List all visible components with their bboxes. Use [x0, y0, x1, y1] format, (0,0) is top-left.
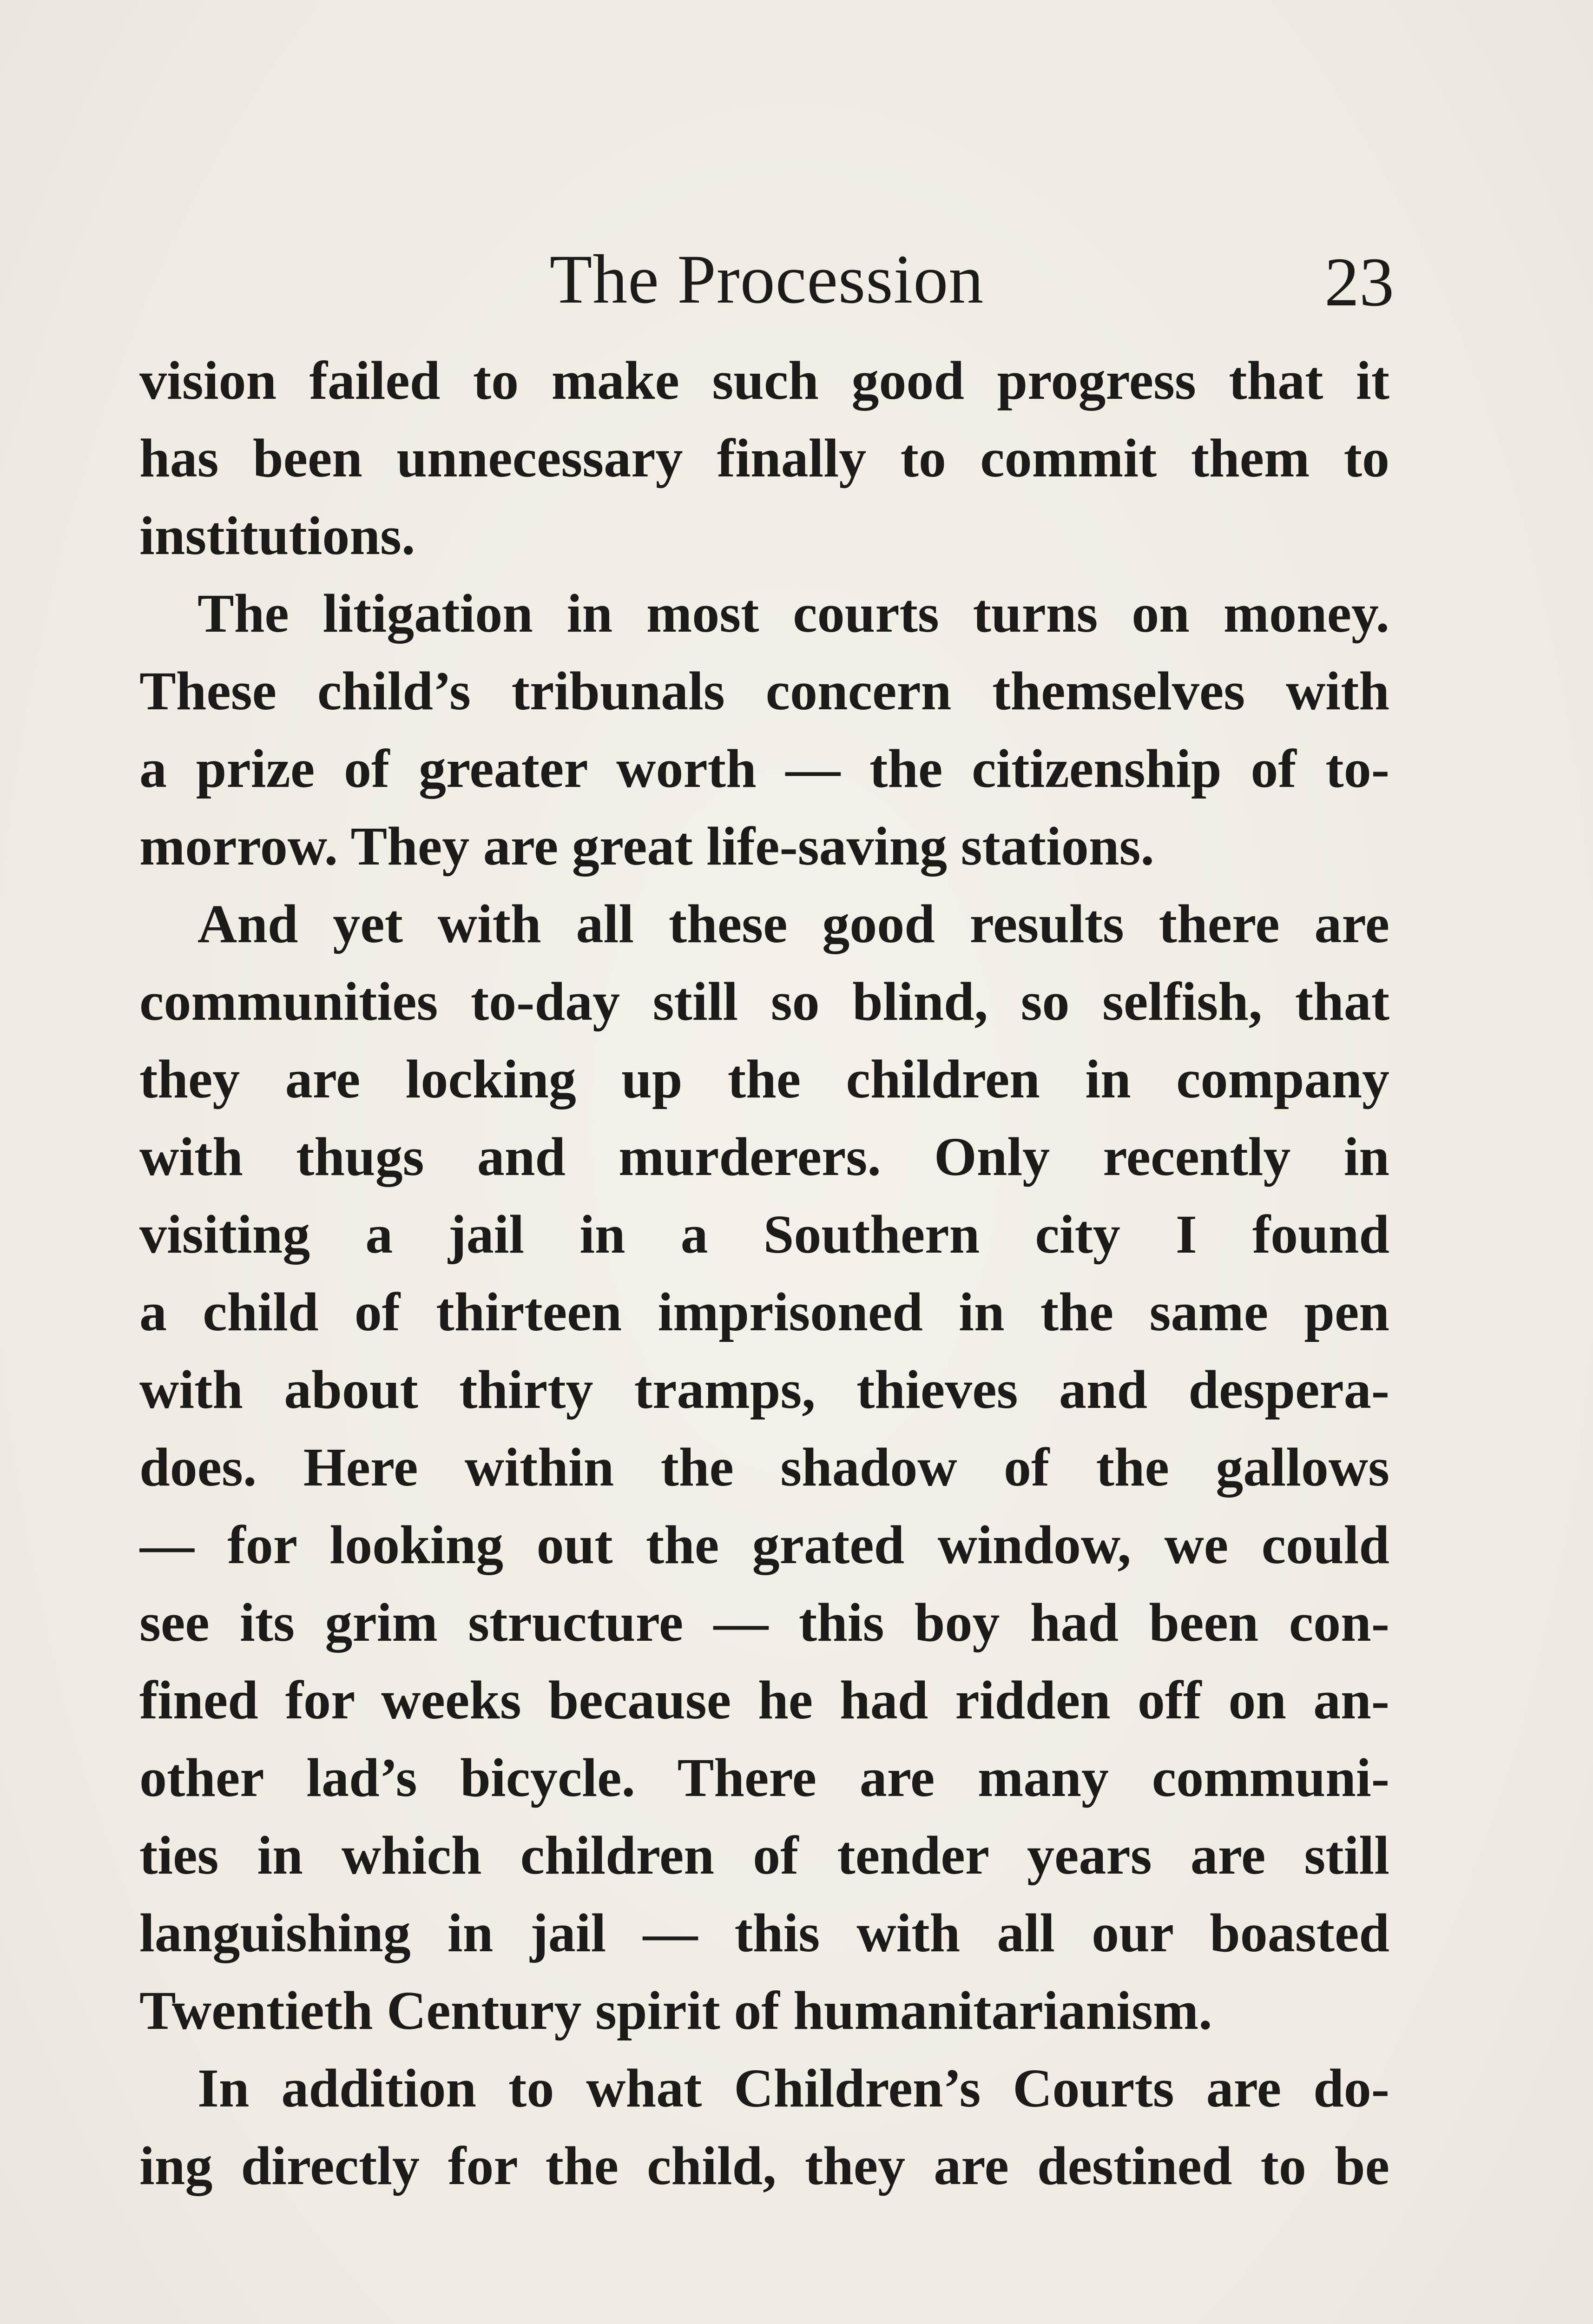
- text-line: see its grim structure — this boy had been con-: [139, 1592, 1389, 1653]
- text-line: vision failed to make such good progress that it: [139, 350, 1389, 411]
- text-line: a prize of greater worth — the citizenship of to-: [139, 738, 1389, 799]
- page-header: [139, 230, 1394, 321]
- body-text: [139, 342, 1389, 2205]
- page-number: 23: [1324, 244, 1394, 321]
- text-line: ing directly for the child, they are destined to be: [139, 2135, 1389, 2196]
- text-line: morrow. They are great life-saving stations.: [139, 816, 1154, 877]
- text-line: does. Here within the shadow of the gallows: [139, 1437, 1389, 1498]
- text-line: Twentieth Century spirit of humanitarianism.: [139, 1980, 1212, 2041]
- text-line: a child of thirteen imprisoned in the same pen: [139, 1281, 1389, 1342]
- text-line: other lad’s bicycle. There are many communi-: [139, 1747, 1389, 1808]
- text-line: And yet with all these good results there are: [197, 893, 1389, 954]
- text-line: The litigation in most courts turns on money.: [197, 583, 1389, 644]
- running-head: The Procession: [549, 241, 984, 318]
- text-line: In addition to what Children’s Courts are do-: [197, 2058, 1389, 2119]
- text-line: These child’s tribunals concern themselves with: [139, 660, 1389, 721]
- text-line: languishing in jail — this with all our boasted: [139, 1902, 1389, 1963]
- text-line: with thugs and murderers. Only recently in: [139, 1126, 1389, 1187]
- text-line: communities to-day still so blind, so selfish, that: [139, 971, 1389, 1032]
- text-line: has been unnecessary finally to commit them to: [139, 428, 1389, 489]
- text-line: — for looking out the grated window, we could: [139, 1514, 1389, 1575]
- text-line: they are locking up the children in company: [139, 1049, 1389, 1109]
- text-line: visiting a jail in a Southern city I found: [139, 1204, 1389, 1265]
- text-line: fined for weeks because he had ridden off on an-: [139, 1670, 1389, 1730]
- text-line: with about thirty tramps, thieves and despera-: [139, 1359, 1389, 1420]
- text-line: institutions.: [139, 505, 415, 566]
- text-line: ties in which children of tender years are still: [139, 1825, 1389, 1886]
